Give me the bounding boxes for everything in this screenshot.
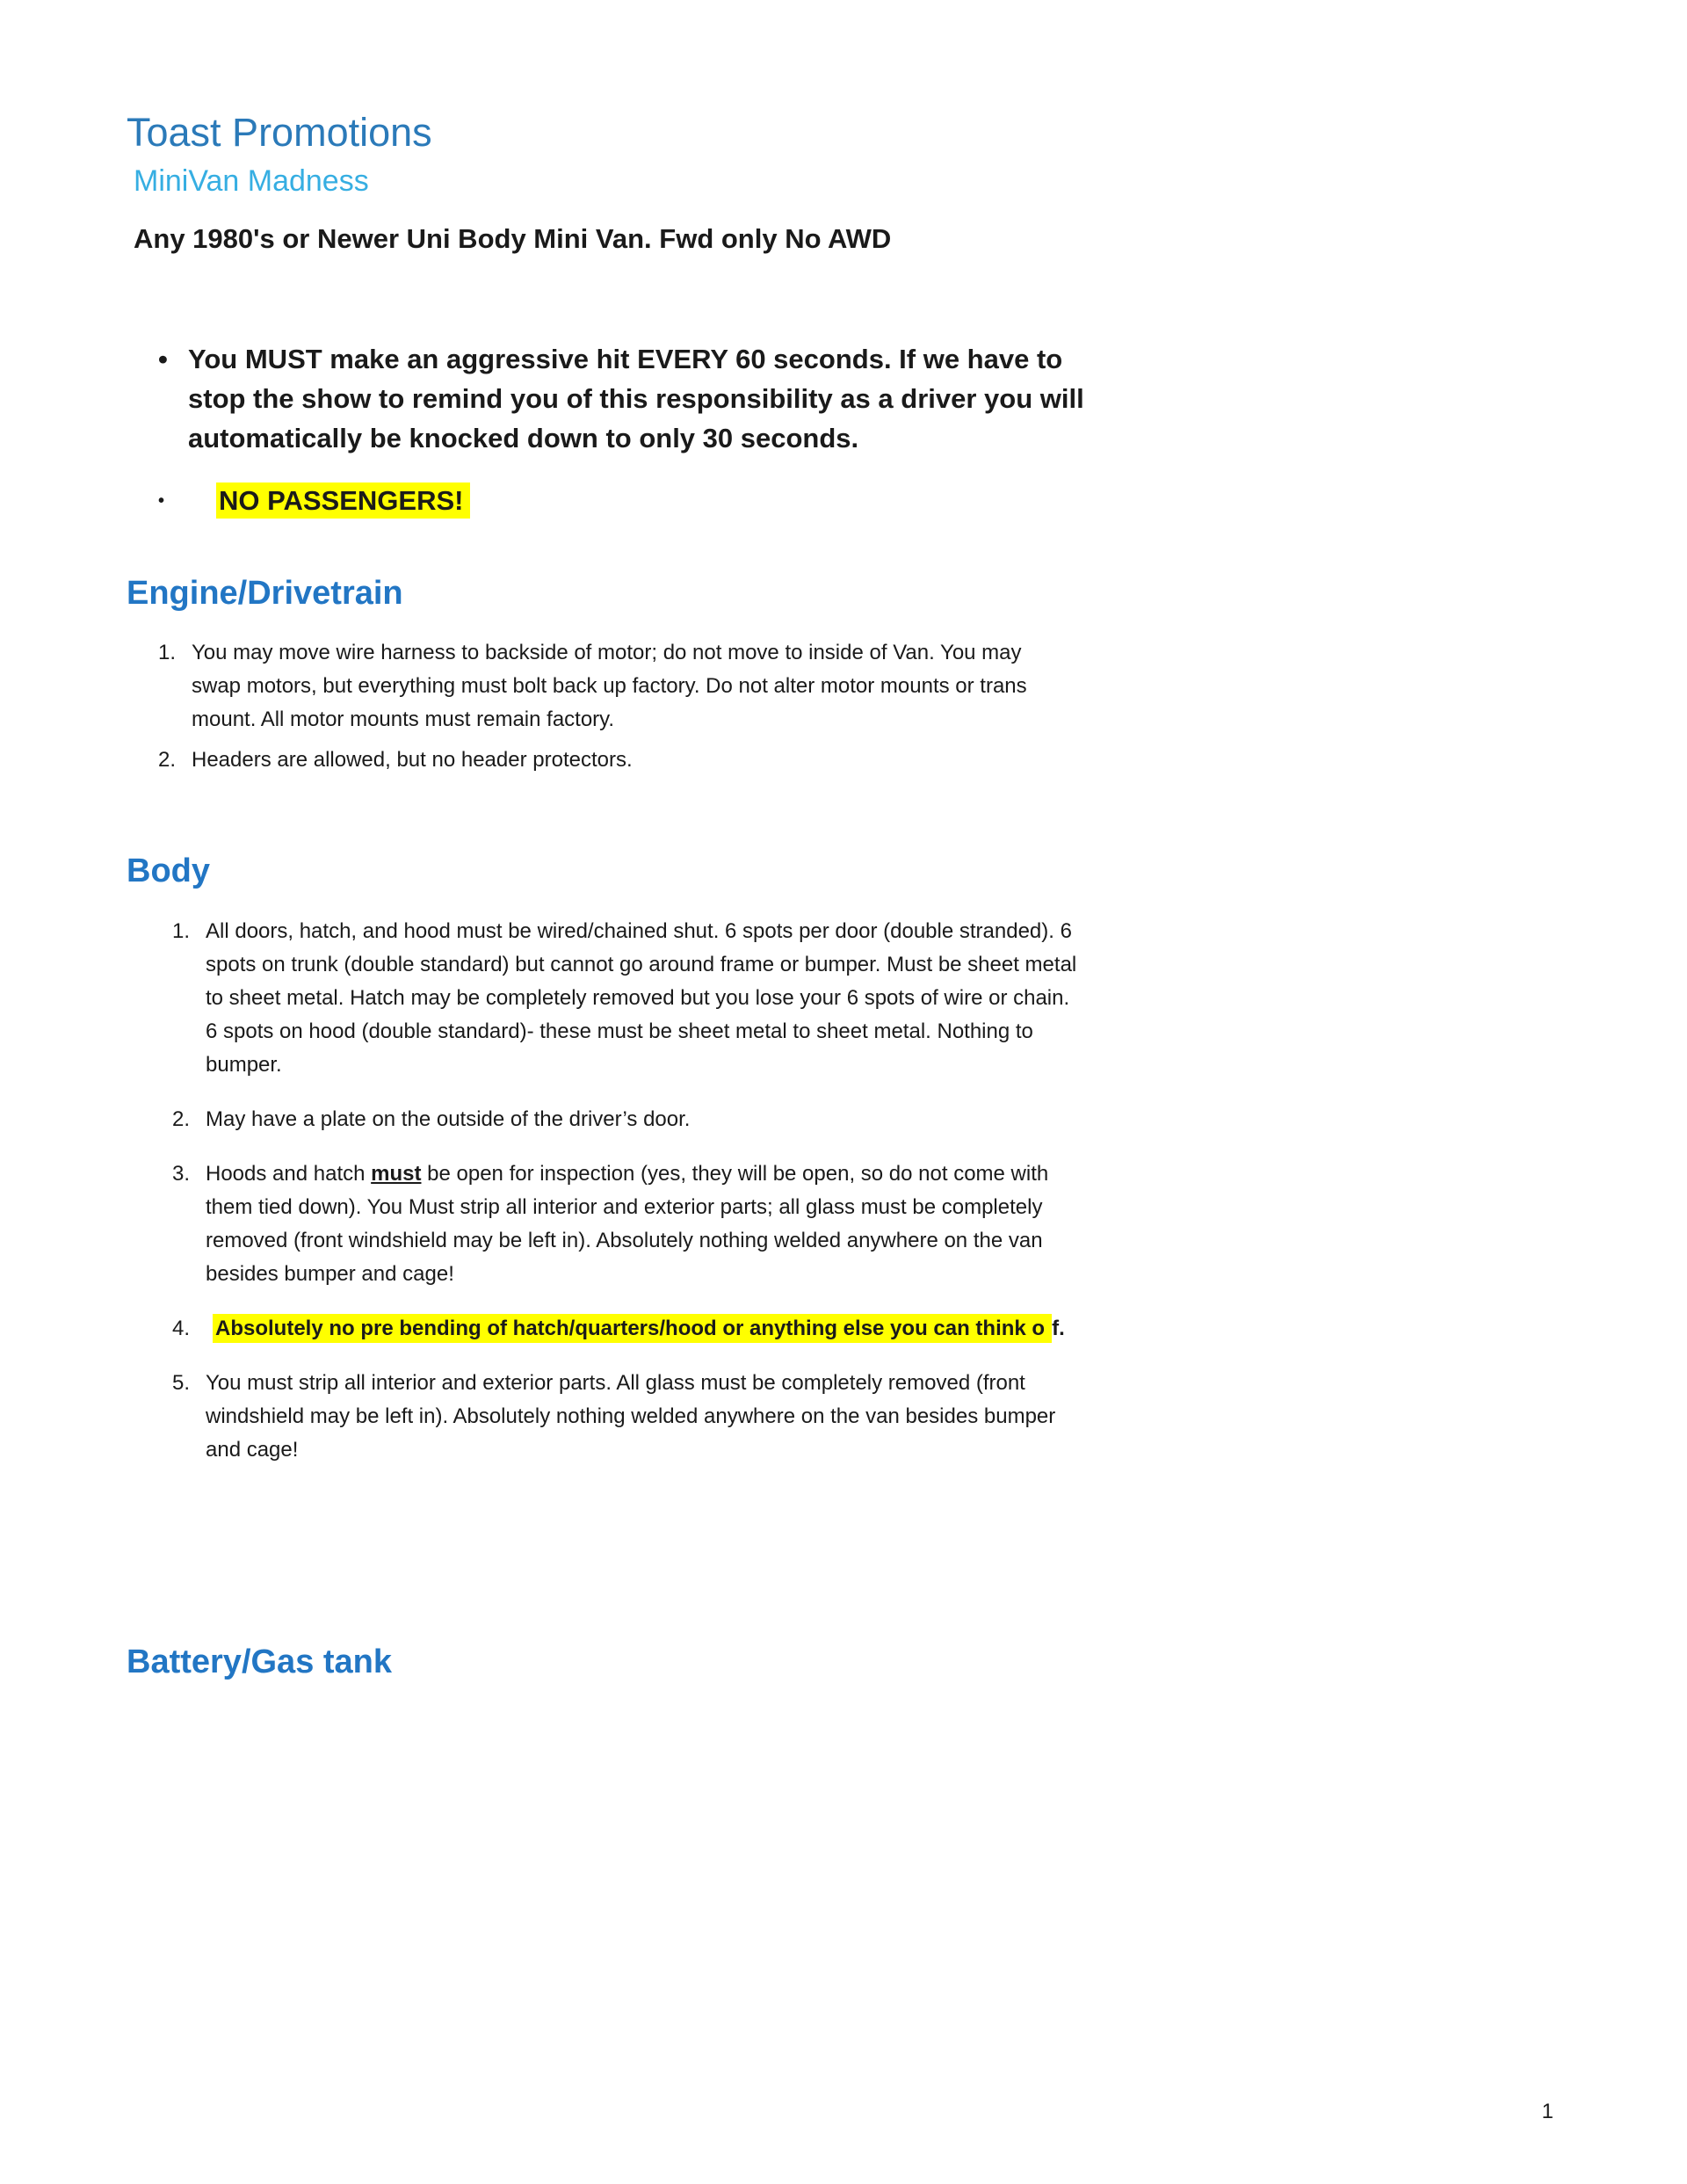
list-item: [158, 744, 1555, 777]
rule-text-segment: f.: [1052, 1317, 1065, 1341]
bullet-icon: •: [158, 490, 165, 511]
rule-text: All doors, hatch, and hood must be wired/chained shut. 6 spots per door (double stranded). 6 spots on trunk (double standard) but cannot go around frame or bumper. Must be sheet metal to sheet metal. Hatch may be completely removed but you lose your 6 spots of wire or chain. 6 spots on hood (double standard)- these must be sheet metal to sheet metal. Nothing to bumper.: [206, 919, 1077, 1077]
section-heading-engine: Engine/Drivetrain: [127, 574, 403, 612]
list-number: 1.: [172, 919, 191, 944]
bullet-icon: •: [158, 344, 168, 375]
rule-text-emphasis: must: [371, 1162, 422, 1186]
rule-text: May have a plate on the outside of the driver’s door.: [206, 1107, 691, 1132]
list-item: [172, 1367, 1555, 1467]
list-item: [172, 1157, 1555, 1291]
section-heading-body: Body: [127, 853, 210, 890]
rule-text: Headers are allowed, but no header protectors.: [192, 748, 633, 773]
list-item: [172, 1312, 1555, 1346]
doc-subtitle: MiniVan Madness: [134, 163, 369, 198]
list-item: [172, 915, 1555, 1082]
list-item: [158, 636, 1555, 736]
section-heading-battery: Battery/Gas tank: [127, 1643, 393, 1681]
intro-bullet-hit-rule: [158, 340, 1555, 459]
rule-text: [206, 1157, 1084, 1291]
rule-text: [206, 1312, 1065, 1346]
section-engine-drivetrain: [127, 574, 1555, 778]
intro-bullet-list: [158, 340, 1555, 521]
intro-bullet-text: [216, 482, 470, 521]
list-number: 5.: [172, 1371, 191, 1396]
list-number: 2.: [172, 1107, 191, 1132]
list-number: 4.: [172, 1317, 191, 1341]
rule-text-segment: be open for inspection (yes, they will be open, so do not come with them tied down). You Must strip all interior and exterior parts; all glass must be completely removed (front windshield may be left in). Absolutely nothing welded anywhere on the van besides bumper and cage!: [206, 1162, 1049, 1287]
list-number: 2.: [158, 748, 177, 773]
list-number: 1.: [158, 641, 177, 665]
doc-title: Toast Promotions: [127, 110, 432, 155]
list-number: 3.: [172, 1162, 191, 1186]
list-item: [172, 1103, 1555, 1136]
highlighted-text: NO PASSENGERS!: [216, 483, 470, 519]
doc-tagline: Any 1980's or Newer Uni Body Mini Van. Fwd only No AWD: [134, 222, 892, 254]
highlighted-text: Absolutely no pre bending of hatch/quarters/hood or anything else you can think o: [213, 1314, 1052, 1343]
intro-bullet-no-passengers: [158, 482, 1555, 521]
section-body: [127, 852, 1555, 1467]
page-number: 1: [1541, 2100, 1553, 2123]
engine-rule-list: [158, 636, 1555, 777]
rule-text: You may move wire harness to backside of motor; do not move to inside of Van. You may swap motors, but everything must bolt back up factory. Do not alter motor mounts or trans mount. All motor mounts must remain factory.: [192, 641, 1027, 732]
rule-text-segment: Hoods and hatch: [206, 1162, 372, 1186]
rule-text: You must strip all interior and exterior parts. All glass must be completely removed (front windshield may be left in). Absolutely nothing welded anywhere on the van besides bumper and cage!: [206, 1371, 1056, 1462]
body-rule-list: [172, 915, 1555, 1467]
intro-bullet-text: You MUST make an aggressive hit EVERY 60 seconds. If we have to stop the show to remind you of this responsibility as a driver you will automatically be knocked down to only 30 seconds.: [188, 344, 1084, 454]
section-battery-gas-tank: [127, 1643, 1555, 1683]
